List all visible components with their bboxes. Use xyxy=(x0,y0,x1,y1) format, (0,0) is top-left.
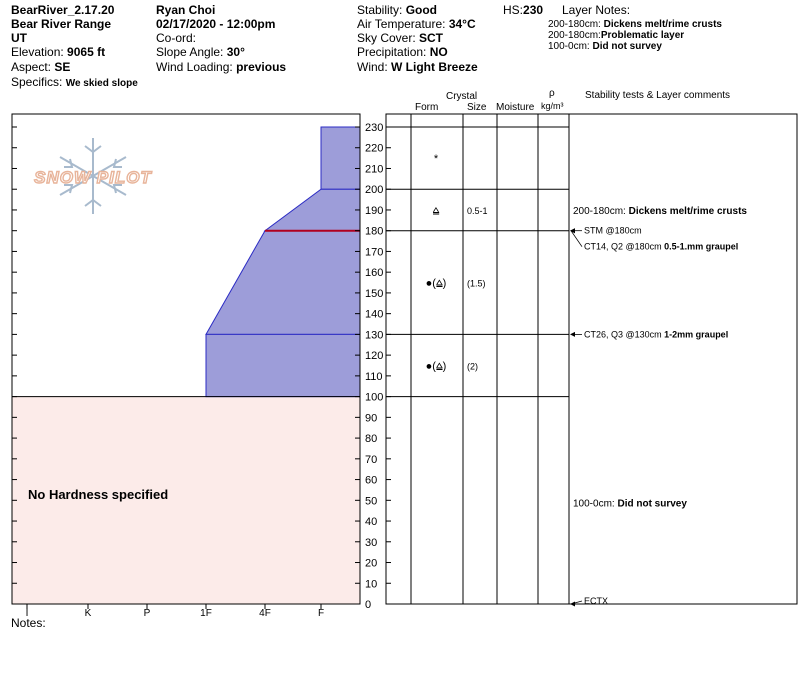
grain-size: (1.5) xyxy=(467,278,486,289)
aspect: Aspect: SE xyxy=(11,60,71,74)
layer-note: 200-180cm: Dickens melt/rime crusts xyxy=(548,19,722,30)
grain-form-symbol: ⩠ xyxy=(432,204,440,217)
sky-cover: Sky Cover: SCT xyxy=(357,31,444,45)
hardness-tick-label: I xyxy=(25,608,29,619)
depth-label: 40 xyxy=(365,516,378,529)
slope-angle: Slope Angle: 30° xyxy=(156,45,245,59)
depth-label: 210 xyxy=(365,163,384,176)
layer-comment-text: Did not survey xyxy=(617,498,687,510)
stability-test-label: CT14, Q2 @180cm 0.5-1.mm graupel xyxy=(584,241,739,252)
depth-label: 80 xyxy=(365,433,378,446)
notes-label: Notes: xyxy=(11,616,46,630)
grain-size: (2) xyxy=(467,361,478,372)
depth-label: 120 xyxy=(365,350,384,363)
depth-label: 190 xyxy=(365,204,384,217)
test-arrow xyxy=(570,602,575,607)
depth-label: 130 xyxy=(365,329,384,342)
no-hardness-text: No Hardness specified xyxy=(28,487,169,502)
layer-note: 100-0cm: Did not survey xyxy=(548,41,662,52)
depth-label: 110 xyxy=(365,370,383,383)
layer-comment: 200-180cm: Dickens melt/rime crusts xyxy=(573,205,747,217)
layer-note: 200-180cm:Problematic layer xyxy=(548,30,685,41)
snowpilot-logo: SNOW PILOT xyxy=(34,168,152,187)
depth-label: 70 xyxy=(365,453,378,466)
depth-label: 200 xyxy=(365,184,384,197)
depth-label: 230 xyxy=(365,122,384,134)
stability-test-detail: 1-2mm graupel xyxy=(664,329,729,340)
stability-tests-header: Stability tests & Layer comments xyxy=(585,90,731,101)
elevation: Elevation: 9065 ft xyxy=(11,45,106,59)
depth-label: 180 xyxy=(365,225,384,238)
test-leader-line xyxy=(571,231,582,247)
hardness-tick-label: P xyxy=(143,608,151,619)
layer-table-frame xyxy=(386,114,797,604)
layer-notes-title: Layer Notes: xyxy=(562,3,631,17)
hardness-tick-label: 1F xyxy=(200,608,212,619)
hardness-layer xyxy=(206,334,360,396)
pit-name: BearRiver_2.17.20 xyxy=(11,3,115,17)
hardness-layer xyxy=(265,189,360,230)
hardness-tick-label: 4F xyxy=(259,608,271,619)
crystal-header: Crystal xyxy=(446,91,478,102)
hardness-layer xyxy=(206,231,360,335)
specifics: Specifics: We skied slope xyxy=(11,75,138,89)
rho-header: ρ xyxy=(549,88,555,99)
air-temperature: Air Temperature: 34°C xyxy=(357,17,476,31)
depth-label: 170 xyxy=(365,246,384,259)
moisture-header: Moisture xyxy=(496,102,535,113)
stability-test-label: STM @180cm xyxy=(584,225,642,236)
depth-label: 20 xyxy=(365,557,378,570)
depth-label: 160 xyxy=(365,267,384,280)
test-arrow xyxy=(570,332,575,337)
depth-label: 220 xyxy=(365,142,384,155)
stability-test-detail: 0.5-1.mm graupel xyxy=(664,241,739,252)
hardness-layer xyxy=(321,127,360,189)
depth-label: 0 xyxy=(365,599,372,611)
depth-label: 60 xyxy=(365,474,378,487)
size-header: Size xyxy=(467,102,487,113)
grain-form-symbol: ●(⩠) xyxy=(425,277,447,290)
mountain-range: Bear River Range xyxy=(11,17,112,31)
hardness-tick-label: K xyxy=(84,608,92,619)
stability-test-label: CT26, Q3 @130cm 1-2mm graupel xyxy=(584,329,729,340)
hardness-tick-label: F xyxy=(317,608,325,619)
grain-size: 0.5-1 xyxy=(467,205,488,216)
depth-label: 50 xyxy=(365,495,378,508)
depth-label: 10 xyxy=(365,578,378,591)
wind-loading: Wind Loading: previous xyxy=(156,60,287,74)
stability-test-label: ECTX xyxy=(584,596,609,606)
state: UT xyxy=(11,31,27,45)
grain-form-symbol: * xyxy=(433,153,439,166)
wind: Wind: W Light Breeze xyxy=(357,60,478,74)
snow-height: HS:230 xyxy=(503,3,544,17)
density-unit: kg/m³ xyxy=(541,101,564,111)
coordinates: Co-ord: xyxy=(156,31,197,45)
form-header: Form xyxy=(415,102,439,113)
depth-label: 150 xyxy=(365,287,384,300)
depth-label: 30 xyxy=(365,536,378,549)
observer: Ryan Choi xyxy=(156,3,216,17)
stability: Stability: Good xyxy=(357,3,438,17)
layer-comment: 100-0cm: Did not survey xyxy=(573,498,687,510)
depth-label: 140 xyxy=(365,308,384,321)
grain-form-symbol: ●(⩠) xyxy=(425,360,447,373)
layer-comment-text: Dickens melt/rime crusts xyxy=(628,205,747,217)
date-time: 02/17/2020 - 12:00pm xyxy=(156,17,276,31)
depth-label: 100 xyxy=(365,391,384,404)
precipitation: Precipitation: NO xyxy=(357,45,448,59)
depth-label: 90 xyxy=(365,412,378,425)
